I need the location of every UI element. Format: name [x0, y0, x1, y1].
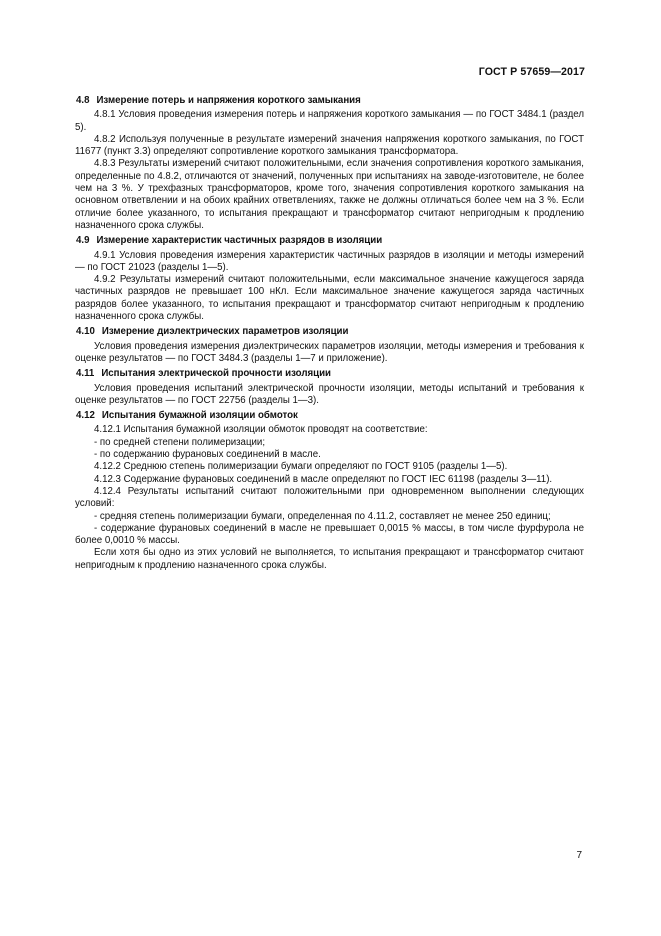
section-4-12	[75, 410, 584, 572]
document-body	[75, 95, 584, 572]
section-number: 4.11	[76, 368, 95, 380]
paragraph-4-12-2: 4.12.2 Среднюю степень полимеризации бумаги определяют по ГОСТ 9105 (разделы 1—5).	[94, 461, 508, 473]
paragraph-4-12-3: 4.12.3 Содержание фурановых соединений в масле определяют по ГОСТ IEC 61198 (разделы 3—11).	[94, 473, 553, 485]
paragraph-4-12-4: 4.12.4 Результаты испытаний считают положительными при одновременном выполнении следующих условий:	[75, 485, 584, 510]
list-item: - по содержанию фурановых соединений в масле.	[94, 449, 321, 461]
section-title	[75, 235, 584, 247]
section-number: 4.9	[76, 235, 90, 247]
paragraph-4-8-1: 4.8.1 Условия проведения измерения потерь и напряжения короткого замыкания — по ГОСТ 3484.1 (раздел 5).	[75, 109, 584, 133]
standard-designation: ГОСТ Р 57659—2017	[478, 66, 585, 78]
section-heading: Измерение потерь и напряжения короткого замыкания	[96, 95, 361, 106]
paragraph-4-10: Условия проведения измерения диэлектрических параметров изоляции, методы измерения и требования к оценке результатов — по ГОСТ 3484.3 (разделы 1—7 и приложение).	[75, 340, 584, 364]
section-heading: Измерение диэлектрических параметров изоляции	[101, 326, 349, 338]
paragraph-4-8-3: 4.8.3 Результаты измерений считают положительными, если значения сопротивления короткого замыкания, определенные по 4.8.2, отличаются от значений, полученных при испытаниях на заводе-изготовителе, не более чем на 3 %. У трехфазных трансформаторов, кроме того, значения сопротивления короткого замыкания на основном ответвлении и на обоих крайних ответвлениях, также не должны отличаться более чем на 3 %. Если отличие более указанного, то испытания прекращают и трансформатор считают непригодным к продлению назначенного срока службы.	[75, 158, 584, 231]
document-header	[479, 66, 585, 78]
section-title	[75, 410, 584, 422]
page-number: 7	[576, 850, 582, 861]
list-item: - по средней степени полимеризации;	[94, 436, 266, 448]
list-item: - средняя степень полимеризации бумаги, определенная по 4.11.2, составляет не менее 250 единиц;	[94, 510, 551, 522]
section-number: 4.8	[76, 95, 90, 106]
section-4-8	[75, 95, 584, 232]
section-4-11	[75, 368, 584, 407]
paragraph-4-9-2: 4.9.2 Результаты измерений считают положительными, если максимальное значение кажущегося заряда частичных разрядов не превышает 100 нКл. Если максимальное значение кажущегося заряда частичных разрядов более указанного, то испытания прекращают и трансформатор считают непригодным к продлению назначенного срока службы.	[75, 274, 584, 323]
section-number: 4.12	[76, 410, 95, 422]
list-item: - содержание фурановых соединений в масле не превышает 0,0015 % массы, в том числе фурфурола не более 0,0010 % массы.	[75, 522, 584, 547]
section-heading: Испытания бумажной изоляции обмоток	[101, 410, 298, 422]
section-heading: Измерение характеристик частичных разрядов в изоляции	[96, 235, 383, 247]
section-heading: Испытания электрической прочности изоляции	[101, 368, 331, 380]
paragraph-4-9-1: 4.9.1 Условия проведения измерения характеристик частичных разрядов в изоляции и методы измерений — по ГОСТ 21023 (разделы 1—5).	[75, 249, 584, 273]
paragraph-4-8-2: 4.8.2 Используя полученные в результате измерений значения напряжения короткого замыкания, по ГОСТ 11677 (пункт 3.3) определяют сопротивление короткого замыкания трансформатора.	[75, 133, 584, 158]
section-number: 4.10	[76, 326, 95, 338]
section-title	[75, 95, 584, 107]
paragraph-conclusion: Если хотя бы одно из этих условий не выполняется, то испытания прекращают и трансформатор считают непригодным к продлению назначенного срока службы.	[75, 547, 584, 571]
paragraph-4-12-1: 4.12.1 Испытания бумажной изоляции обмоток проводят на соответствие:	[94, 424, 428, 436]
section-4-9	[75, 235, 584, 323]
section-title	[75, 326, 584, 338]
section-title	[75, 368, 584, 380]
section-4-10	[75, 326, 584, 365]
paragraph-4-11: Условия проведения испытаний электрической прочности изоляции, методы испытаний и требования к оценке результатов — по ГОСТ 22756 (разделы 1—3).	[75, 382, 584, 406]
